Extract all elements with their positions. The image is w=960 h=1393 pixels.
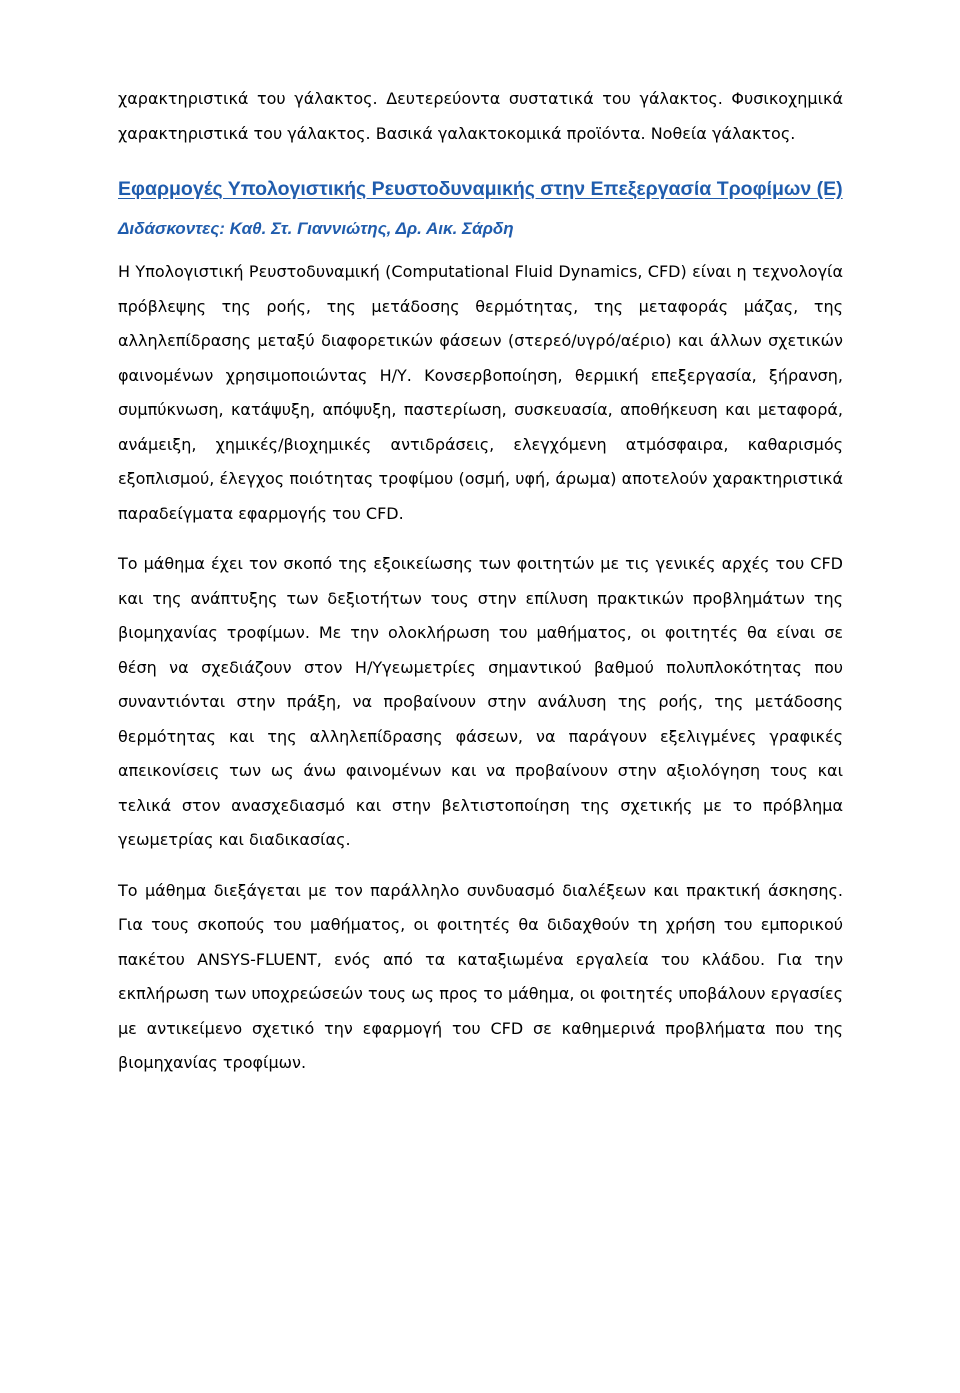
course-description-paragraph: Η Υπολογιστική Ρευστοδυναμική (Computational Fluid Dynamics, CFD) είναι η τεχνολογία πρόβλεψης της ροής, της μετάδοσης θερμότητας, της μεταφοράς μάζας, της αλληλεπίδρασης μεταξύ διαφορετικών φάσεων (στερεό/υγρό/αέριο) και άλλων σχετικών φαινομένων χρησιμοποιώντας Η/Υ. Κονσερβοποίηση, θερμική επεξεργασία, ξήρανση, συμπύκνωση, κατάψυξη, απόψυξη, παστερίωση, συσκευασία, αποθήκευση και μεταφορά, ανάμειξη, χημικές/βιοχημικές αντιδράσεις, ελεγχόμενη ατμόσφαιρα, καθαρισμός εξοπλισμού, έλεγχος ποιότητας τροφίμου (οσμή, υφή, άρωμα) αποτελούν χαρακτηριστικά παραδείγματα εφαρμογής του CFD. [118,262,843,523]
course-method-paragraph: Το μάθημα διεξάγεται με τον παράλληλο συνδυασμό διαλέξεων και πρακτική άσκησης. Για τους σκοπούς του μαθήματος, οι φοιτητές θα διδαχθούν τη χρήση του εμπορικού πακέτου ANSYS-FLUENT, ενός από τα καταξιωμένα εργαλεία του κλάδου. Για την εκπλήρωση των υποχρεώσεών τους ως προς το μάθημα, οι φοιτητές υποβάλουν εργασίες με αντικείμενο σχετικό την εφαρμογή του CFD σε καθημερινά προβλήματα που της βιομηχανίας τροφίμων. [118,880,843,1072]
course-instructors: Διδάσκοντες: Καθ. Στ. Γιαννιώτης, Δρ. Αικ. Σάρδη [118,219,514,238]
intro-paragraph: χαρακτηριστικά του γάλακτος. Δευτερεύοντα συστατικά του γάλακτος. Φυσικοχημικά χαρακτηριστικά του γάλακτος. Βασικά γαλακτοκομικά προϊόντα. Νοθεία γάλακτος. [118,89,843,143]
document-body [118,82,843,1081]
course-title: Εφαρμογές Υπολογιστικής Ρευστοδυναμικής στην Επεξεργασία Τροφίμων (Ε) [118,178,843,200]
course-objectives-paragraph: Το μάθημα έχει τον σκοπό της εξοικείωσης των φοιτητών με τις γενικές αρχές του CFD και της ανάπτυξης των δεξιοτήτων τους στην επίλυση πρακτικών προβλημάτων της βιομηχανίας τροφίμων. Με την ολοκλήρωση του μαθήματος, οι φοιτητές θα είναι σε θέση να σχεδιάζουν στον Η/Υγεωμετρίες σημαντικού βαθμού πολυπλοκότητας που συναντιόνται στην πράξη, να προβαίνουν στην ανάλυση της ροής, της μετάδοσης θερμότητας και της αλληλεπίδρασης φάσεων, να παράγουν εξελιγμένες γραφικές απεικονίσεις των ως άνω φαινομένων και να προβαίνουν στην αξιολόγηση τους και τελικά στον ανασχεδιασμό και στην βελτιστοποίηση της σχετικής με το πρόβλημα γεωμετρίας και διαδικασίας. [118,554,843,849]
